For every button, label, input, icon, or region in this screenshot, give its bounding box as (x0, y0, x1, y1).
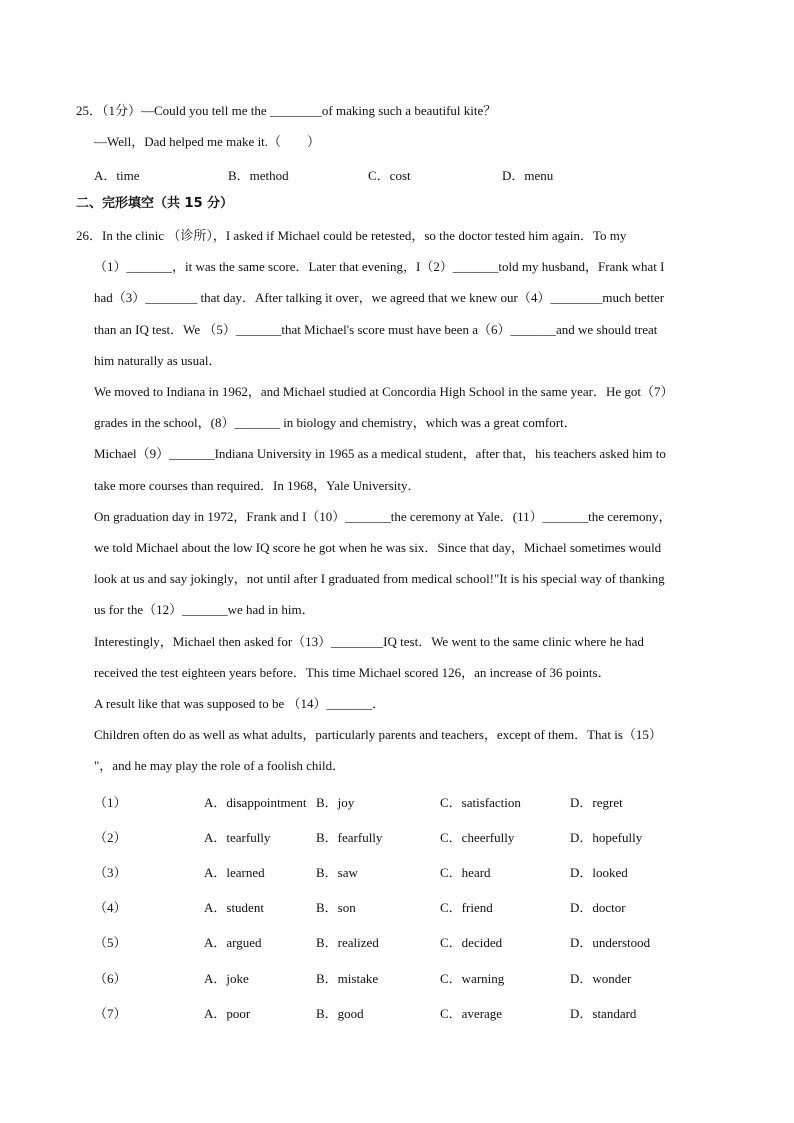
option-number: （7） (94, 1006, 127, 1021)
passage-line: grades in the school，(8）_______ in biology and chemistry，which was a great comfort． (94, 415, 577, 430)
option-d: D．doctor (570, 900, 626, 915)
passage-line: look at us and say jokingly，not until after I graduated from medical school!"It is his special way of thanking (94, 571, 665, 586)
option-a: A．disappointment (204, 795, 307, 810)
section-title: 二、完形填空（共 15 分） (76, 196, 234, 211)
q25-response: —Well，Dad helped me make it.（ ） (94, 134, 321, 149)
q25-option-b: B．method (228, 168, 289, 183)
option-row (94, 932, 734, 948)
option-row (94, 897, 734, 913)
passage-line: we told Michael about the low IQ score he got when he was six．Since that day，Michael sometimes would (94, 540, 662, 555)
option-d: D．standard (570, 1006, 637, 1021)
option-b: B．realized (316, 935, 379, 950)
option-a: A．argued (204, 935, 262, 950)
option-b: B．fearfully (316, 830, 383, 845)
passage-line: received the test eighteen years before．This time Michael scored 126，an increase of 36 points． (94, 665, 611, 680)
option-row (94, 862, 734, 878)
passage-line: him naturally as usual． (94, 353, 222, 368)
q25-option-a: A．time (94, 168, 140, 183)
option-b: B．son (316, 900, 356, 915)
option-row (94, 968, 734, 984)
option-c: C．cheerfully (440, 830, 515, 845)
option-number: （2） (94, 830, 127, 845)
option-row (94, 792, 734, 808)
passage-line: Michael（9）_______Indiana University in 1965 as a medical student，after that，his teachers asked him to (94, 446, 666, 461)
q25-question: 25．（1分）—Could you tell me the ________of making such a beautiful kite？ (76, 103, 497, 118)
passage-line: Children often do as well as what adults，particularly parents and teachers，except of them．That is（15） (94, 727, 662, 742)
option-c: C．decided (440, 935, 503, 950)
passage-line: had（3）________ that day．After talking it over，we agreed that we knew our（4）________much better (94, 290, 665, 305)
option-d: D．regret (570, 795, 623, 810)
passage-line: than an IQ test．We （5）_______that Michael's score must have been a（6）_______and we should treat (94, 322, 658, 337)
passage-line: 26．In the clinic （诊所），I asked if Michael could be retested，so the doctor tested him again．To my (76, 228, 627, 243)
option-d: D．looked (570, 865, 628, 880)
option-a: A．learned (204, 865, 265, 880)
q25-option-c: C．cost (368, 168, 411, 183)
option-a: A．student (204, 900, 264, 915)
passage-line: take more courses than required．In 1968，Yale University． (94, 478, 421, 493)
passage-line: We moved to Indiana in 1962，and Michael studied at Concordia High School in the same year．He got（7） (94, 384, 674, 399)
option-b: B．saw (316, 865, 358, 880)
option-c: C．heard (440, 865, 491, 880)
passage-line: us for the（12）_______we had in him． (94, 602, 315, 617)
option-b: B．joy (316, 795, 355, 810)
option-number: （5） (94, 935, 127, 950)
passage-line: On graduation day in 1972，Frank and I（10）_______the ceremony at Yale．(11）_______the ceremony， (94, 509, 672, 524)
option-c: C．satisfaction (440, 795, 521, 810)
option-row (94, 1003, 734, 1019)
option-d: D．hopefully (570, 830, 643, 845)
passage-line: "，and he may play the role of a foolish child． (94, 758, 346, 773)
option-c: C．friend (440, 900, 493, 915)
option-b: B．good (316, 1006, 364, 1021)
option-b: B．mistake (316, 971, 379, 986)
option-d: D．understood (570, 935, 651, 950)
q25-options (94, 165, 694, 181)
option-c: C．average (440, 1006, 503, 1021)
option-number: （3） (94, 865, 127, 880)
q25-option-d: D．menu (502, 168, 554, 183)
option-c: C．warning (440, 971, 505, 986)
option-row (94, 827, 734, 843)
option-a: A．poor (204, 1006, 251, 1021)
option-number: （1） (94, 795, 127, 810)
option-number: （6） (94, 971, 127, 986)
option-a: A．joke (204, 971, 249, 986)
option-d: D．wonder (570, 971, 632, 986)
passage-line: A result like that was supposed to be （14）_______． (94, 696, 386, 711)
option-a: A．tearfully (204, 830, 271, 845)
passage-line: Interestingly，Michael then asked for（13）________IQ test．We went to the same clinic where he had (94, 634, 644, 649)
option-number: （4） (94, 900, 127, 915)
passage-line: （1）_______，it was the same score．Later that evening，I（2）_______told my husband，Frank what I (94, 259, 665, 274)
